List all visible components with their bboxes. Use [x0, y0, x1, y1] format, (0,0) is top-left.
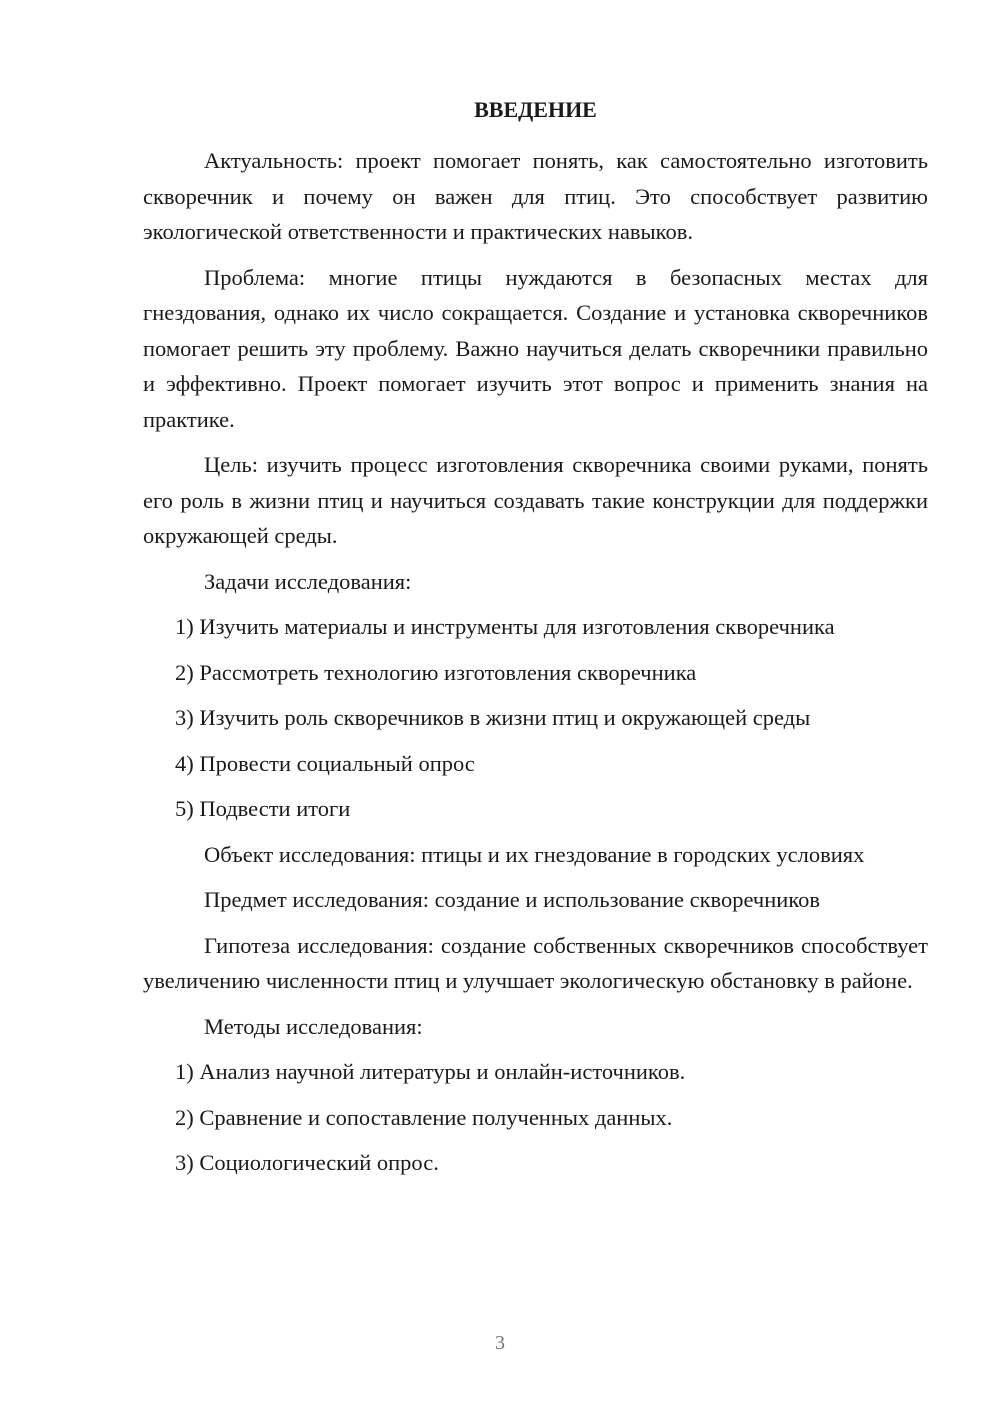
document-page	[143, 92, 928, 1191]
methods-heading: Методы исследования:	[204, 1013, 423, 1039]
page-title: ВВЕДЕНИЕ	[474, 97, 597, 122]
problem-paragraph: Проблема: многие птицы нуждаются в безопасных местах для гнездования, однако их число сокращается. Создание и установка скворечников помогает решить эту проблему. Важно научиться делать скворечники правильно и эффективно. Проект помогает изучить этот вопрос и применить знания на практике.	[143, 264, 928, 432]
page-number: 3	[495, 1332, 505, 1354]
task-item: 3) Изучить роль скворечников в жизни птиц и окружающей среды	[175, 705, 811, 730]
method-item: 3) Социологический опрос.	[175, 1150, 439, 1175]
research-subject: Предмет исследования: создание и использование скворечников	[204, 887, 820, 912]
relevance-paragraph: Актуальность: проект помогает понять, как самостоятельно изготовить скворечник и почему он важен для птиц. Это способствует развитию экологической ответственности и практических навыков.	[143, 148, 928, 244]
task-item: 5) Подвести итоги	[175, 796, 351, 821]
method-item: 2) Сравнение и сопоставление полученных данных.	[175, 1104, 673, 1130]
hypothesis-paragraph: Гипотеза исследования: создание собственных скворечников способствует увеличению численности птиц и улучшает экологическую обстановку в районе.	[143, 932, 928, 993]
task-item: 2) Рассмотреть технологию изготовления скворечника	[175, 659, 697, 685]
method-item: 1) Анализ научной литературы и онлайн-источников.	[175, 1059, 686, 1084]
research-object: Объект исследования: птицы и их гнездование в городских условиях	[204, 841, 865, 867]
goal-paragraph: Цель: изучить процесс изготовления скворечника своими руками, понять его роль в жизни птиц и научиться создавать такие конструкции для поддержки окружающей среды.	[143, 452, 928, 548]
task-item: 1) Изучить материалы и инструменты для изготовления скворечника	[175, 614, 835, 639]
tasks-heading: Задачи исследования:	[204, 568, 412, 594]
task-item: 4) Провести социальный опрос	[175, 750, 475, 776]
